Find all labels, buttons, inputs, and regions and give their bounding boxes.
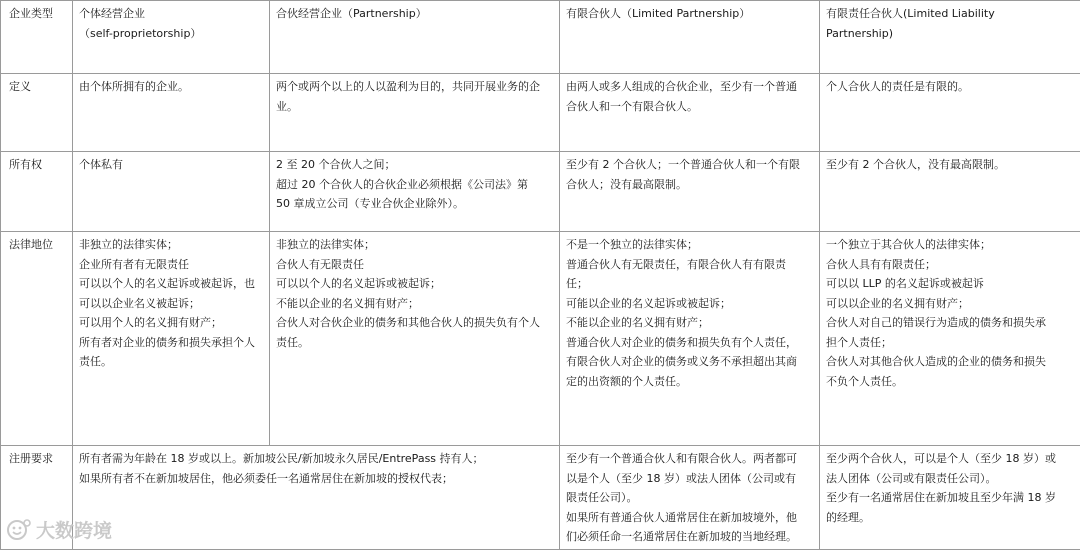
cell-text-line: 有限合伙人（Limited Partnership） [566,7,751,20]
table-cell [270,74,560,152]
table-cell [820,232,1080,446]
cell-text-line: 合伙人有无限责任 [276,257,364,271]
cell-text-line: 责任。 [79,355,112,368]
header-cell-llp [820,1,1080,74]
cell-text-line: 可以以个人的名义起诉或被起诉，也 [79,277,255,290]
cell-text-line: 定的出资额的个人责任。 [566,374,687,388]
cell-text-line: 有限合伙人对企业的债务或义务不承担超出其商 [566,355,797,368]
cell-text-line: 至少有一个普通合伙人和有限合伙人。两者都可 [566,452,797,465]
cell-text-line: 超过 20 个合伙人的合伙企业必须根据《公司法》第 [276,177,528,191]
header-cell-type [1,1,73,74]
cell-text-line: 如果所有者不在新加坡居住，他必须委任一名通常居住在新加坡的授权代表； [79,471,453,485]
cell-text-line: 个体私有 [79,158,123,171]
cell-text-line: 企业所有者有无限责任 [79,257,189,271]
table-cell [73,232,270,446]
cell-text-line: 合伙人对合伙企业的债务和其他合伙人的损失负有个人 [276,316,540,329]
cell-text-line: 如果所有普通合伙人通常居住在新加坡境外，他 [566,510,797,524]
cell-text-line: 个体经营企业 [79,7,145,20]
table-row [1,446,1080,550]
cell-text-line: 可以以企业名义被起诉； [79,296,200,310]
row-label: 所有权 [1,152,73,232]
table-cell [820,152,1080,232]
cell-text-line: 所有者对企业的债务和损失承担个人 [79,335,255,349]
cell-text-line: 限责任公司）。 [566,491,638,504]
cell-text-line: 合伙人具有有限责任； [826,257,936,271]
table-cell [560,446,820,550]
watermark [6,516,112,543]
cell-text-line: 50 章成立公司（专业合伙企业除外）。 [276,197,464,210]
header-cell-sole-proprietor [73,1,270,74]
cell-text-line: （self-proprietorship） [79,26,202,40]
cell-text-line: 可以以 LLP 的名义起诉或被起诉 [826,277,984,290]
cell-text-line: 至少有 2 个合伙人，没有最高限制。 [826,158,1005,171]
table-row [1,232,1080,446]
cell-text-line: 可以以个人的名义起诉或被起诉； [276,277,441,290]
cell-text-line: 有限责任合伙人(Limited Liability [826,7,995,20]
cell-text-line: 法人团体（公司或有限责任公司）。 [826,471,997,485]
cell-text-line: 担个人责任； [826,335,892,349]
cell-text-line: 由两人或多人组成的合伙企业，至少有一个普通 [566,80,797,93]
header-row [1,1,1080,74]
table-cell [270,152,560,232]
cell-text-line: 2 至 20 个合伙人之间； [276,158,396,171]
cell-text-line: 可能以企业的名义起诉或被起诉； [566,296,731,310]
table-cell [560,74,820,152]
table-cell [73,74,270,152]
cell-text-line: 企业类型 [9,7,53,20]
table-cell [73,152,270,232]
cell-text-line: 任； [566,277,588,290]
cell-text-line: 普通合伙人对企业的债务和损失负有个人责任， [566,335,797,349]
cell-text-line: 不是一个独立的法律实体； [566,238,698,251]
cell-text-line: 一个独立于其合伙人的法律实体； [826,238,991,251]
table-cell [820,74,1080,152]
cell-text-line: 两个或两个以上的人以盈利为目的，共同开展业务的企 [276,80,540,93]
cell-text-line: 个人合伙人的责任是有限的。 [826,80,969,93]
cell-text-line: 由个体所拥有的企业。 [79,80,189,93]
cell-text-line: 非独立的法律实体； [276,238,375,251]
cell-text-line: 至少有一名通常居住在新加坡且至少年满 18 岁 [826,491,1056,504]
cell-text-line: 合伙人对其他合伙人造成的企业的债务和损失 [826,355,1046,368]
cell-text-line: 合伙人对自己的错误行为造成的债务和损失承 [826,316,1046,329]
row-label: 注册要求 [1,446,73,550]
cell-text-line: 业。 [276,99,298,113]
cell-text-line: 合伙人；没有最高限制。 [566,177,687,191]
table-cell [820,446,1080,550]
cell-text-line: Partnership) [826,26,894,40]
cell-text-line: 合伙人和一个有限合伙人。 [566,99,698,113]
cell-text-line: 不能以企业的名义拥有财产； [276,296,419,310]
cell-text-line: 普通合伙人有无限责任，有限合伙人有有限责 [566,257,786,271]
cell-text-line: 以是个人（至少 18 岁）或法人团体（公司或有 [566,471,796,485]
header-cell-partnership [270,1,560,74]
cell-text-line: 可以以企业的名义拥有财产； [826,296,969,310]
cell-text-line: 可以用个人的名义拥有财产； [79,316,222,329]
cell-text-line: 所有者需为年龄在 18 岁或以上。新加坡公民/新加坡永久居民/EntrePass 持有人； [79,452,484,465]
row-label: 定义 [1,74,73,152]
cell-text-line: 责任。 [276,335,309,349]
row-label: 法律地位 [1,232,73,446]
cell-text-line: 们必须任命一名通常居住在新加坡的当地经理。 [566,530,797,543]
cell-text-line: 合伙经营企业（Partnership） [276,7,427,20]
cell-text-line: 的经理。 [826,510,870,524]
table-row [1,152,1080,232]
table-cell [560,152,820,232]
table-cell [560,232,820,446]
watermark-text: 大数跨境 [36,520,113,542]
cell-text-line: 不负个人责任。 [826,374,903,388]
cell-text-line: 非独立的法律实体； [79,238,178,251]
smiley-logo-icon [6,518,32,542]
table-cell [270,232,560,446]
table-cell-merged [73,446,560,550]
cell-text-line: 不能以企业的名义拥有财产； [566,316,709,329]
header-cell-limited-partnership [560,1,820,74]
cell-text-line: 至少两个合伙人，可以是个人（至少 18 岁）或 [826,452,1056,465]
cell-text-line: 至少有 2 个合伙人；一个普通合伙人和一个有限 [566,158,800,171]
table-row [1,74,1080,152]
